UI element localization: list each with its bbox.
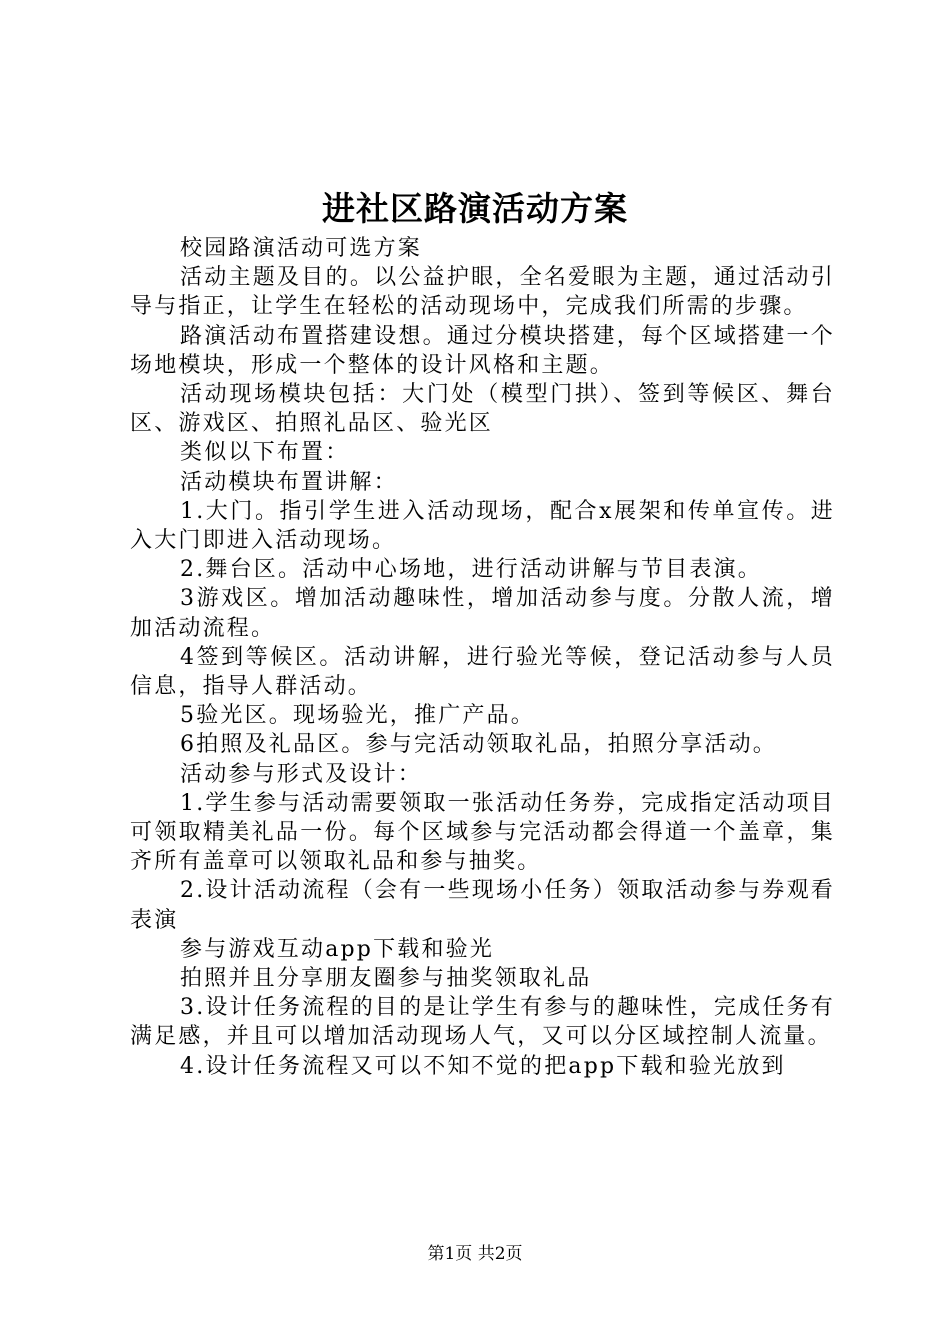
- paragraph: 2.设计活动流程（会有一些现场小任务）领取活动参与券观看表演: [130, 878, 835, 933]
- paragraph: 活动主题及目的。以公益护眼，全名爱眼为主题，通过活动引导与指正，让学生在轻松的活动现场中，完成我们所需的步骤。: [130, 265, 835, 320]
- paragraph: 校园路演活动可选方案: [180, 236, 423, 261]
- paragraph: 拍照并且分享朋友圈参与抽奖领取礼品: [180, 966, 592, 992]
- paragraph: 参与游戏互动app下载和验光: [180, 936, 495, 962]
- paragraph: 类似以下布置：: [180, 440, 350, 466]
- paragraph: 6拍照及礼品区。参与完活动领取礼品，拍照分享活动。: [180, 732, 777, 758]
- document-title: 进社区路演活动方案: [322, 189, 628, 228]
- paragraph: 2.舞台区。活动中心场地，进行活动讲解与节目表演。: [180, 557, 762, 583]
- page-number-footer: 第1页 共2页: [427, 1244, 523, 1264]
- document-body: [130, 234, 835, 1081]
- paragraph: 活动现场模块包括：大门处（模型门拱）、签到等候区、舞台区、游戏区、拍照礼品区、验光区: [130, 382, 835, 437]
- paragraph: 1.大门。指引学生进入活动现场，配合x展架和传单宣传。进入大门即进入活动现场。: [130, 498, 835, 554]
- paragraph: 1.学生参与活动需要领取一张活动任务券，完成指定活动项目可领取精美礼品一份。每个区域参与完活动都会得道一个盖章，集齐所有盖章可以领取礼品和参与抽奖。: [130, 790, 835, 875]
- paragraph: 活动模块布置讲解：: [180, 469, 398, 495]
- paragraph: 路演活动布置搭建设想。通过分模块搭建，每个区域搭建一个场地模块，形成一个整体的设计风格和主题。: [130, 323, 835, 378]
- paragraph: 4签到等候区。活动讲解，进行验光等候，登记活动参与人员信息，指导人群活动。: [130, 644, 835, 700]
- paragraph: 活动参与形式及设计：: [180, 761, 423, 787]
- paragraph: 3.设计任务流程的目的是让学生有参与的趣味性，完成任务有满足感，并且可以增加活动现场人气，又可以分区域控制人流量。: [130, 995, 835, 1050]
- paragraph: 3游戏区。增加活动趣味性，增加活动参与度。分散人流，增加活动流程。: [130, 586, 835, 641]
- paragraph: 4.设计任务流程又可以不知不觉的把app下载和验光放到: [180, 1053, 786, 1079]
- paragraph: 5验光区。现场验光，推广产品。: [180, 703, 535, 729]
